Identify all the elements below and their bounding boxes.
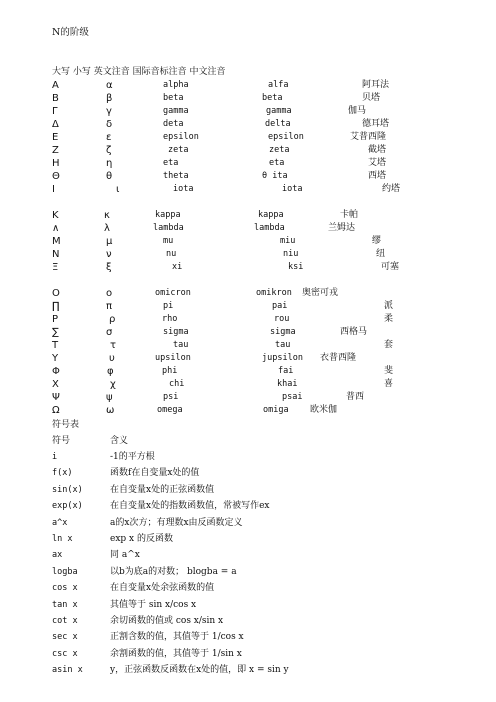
symbol-10: cot x [52,616,78,626]
greek-lowercase-17: σ [106,327,113,338]
symbol-0: i [52,452,58,462]
greek-uppercase-6: Η [52,158,60,169]
greek-ipa-name-5: zeta [269,145,290,155]
greek-chinese-name-8: 约塔 [382,184,401,194]
symbol-3: exp(x) [52,501,83,511]
document-title: N的阶级 [52,27,89,38]
greek-chinese-name-20: 斐 [384,366,394,376]
symbol-6: ax [52,550,63,560]
greek-ipa-name-21: khai [277,379,298,389]
greek-lowercase-20: φ [107,366,114,377]
greek-english-name-11: mu [163,236,174,246]
greek-uppercase-10: ∧ [52,223,60,234]
greek-english-name-18: tau [173,340,189,350]
greek-ipa-name-22: psai [282,392,303,402]
greek-lowercase-23: ω [106,405,115,416]
symbol-meaning-4: a的x次方；有理数x由反函数定义 [110,518,243,528]
symbol-meaning-13: y，正弦函数反函数在x处的值，即 x = sin y [110,665,289,675]
greek-uppercase-2: Γ [52,106,58,117]
greek-ipa-name-9: kappa [258,210,284,220]
greek-ipa-name-19: jupsilon [262,353,303,363]
greek-uppercase-17: ∑ [52,327,59,338]
symbol-meaning-8: 在自变量x处余弦函数的值 [110,583,215,593]
greek-uppercase-14: Ο [52,288,60,299]
greek-uppercase-7: Θ [52,171,60,182]
greek-chinese-name-12: 纽 [376,249,386,259]
greek-lowercase-3: δ [106,119,113,130]
greek-ipa-name-14: omikron [256,288,292,298]
greek-uppercase-12: Ν [52,249,60,260]
greek-ipa-name-13: ksi [288,262,304,272]
greek-chinese-name-1: 贝塔 [362,93,381,103]
symbol-header-symbol: 符号 [52,436,71,446]
symbol-meaning-3: 在自变量x处的指数函数值，常被写作ex [110,501,270,511]
symbol-meaning-11: 正割含数的值，其值等于 1/cos x [110,632,244,642]
greek-uppercase-9: Κ [52,210,59,221]
greek-lowercase-5: ζ [106,145,112,156]
symbol-2: sin(x) [52,485,83,495]
greek-chinese-name-13: 可塞 [381,262,400,272]
symbol-meaning-9: 其值等于 sin x/cos x [110,600,197,610]
greek-uppercase-8: Ι [52,184,55,195]
greek-uppercase-20: Φ [52,366,60,377]
greek-english-name-19: upsilon [155,353,191,363]
greek-lowercase-19: υ [109,353,115,364]
greek-english-name-4: epsilon [163,132,199,142]
greek-english-name-1: beta [163,93,184,103]
symbol-header-meaning: 含义 [110,436,129,446]
symbol-9: tan x [52,600,78,610]
greek-ipa-name-23: omiga [263,405,289,415]
greek-english-name-14: omicron [155,288,191,298]
greek-ipa-name-18: tau [275,340,291,350]
greek-lowercase-0: α [106,80,113,91]
symbol-12: csc x [52,649,78,659]
greek-english-name-17: sigma [163,327,189,337]
greek-lowercase-11: μ [106,236,113,247]
greek-english-name-5: zeta [168,145,189,155]
greek-lowercase-1: β [106,93,113,104]
greek-uppercase-4: Ε [52,132,59,143]
greek-uppercase-3: Δ [52,119,59,130]
greek-english-name-21: chi [169,379,185,389]
greek-english-name-9: kappa [155,210,181,220]
symbol-5: ln x [52,534,73,544]
greek-ipa-name-4: epsilon [268,132,304,142]
greek-uppercase-18: Τ [52,340,59,351]
greek-lowercase-7: θ [106,171,113,182]
greek-lowercase-2: γ [106,106,112,117]
greek-chinese-name-14: 奥密可戎 [302,288,339,298]
greek-ipa-name-0: alfa [268,80,289,90]
greek-chinese-name-15: 派 [384,301,394,311]
greek-lowercase-6: η [106,158,113,169]
greek-ipa-name-2: gamma [266,106,292,116]
greek-chinese-name-16: 柔 [384,314,394,324]
symbol-4: a^x [52,518,68,528]
greek-english-name-7: theta [163,171,189,181]
greek-chinese-name-3: 德耳塔 [362,119,390,129]
greek-english-name-16: rho [162,314,178,324]
greek-ipa-name-11: miu [280,236,296,246]
greek-uppercase-23: Ω [52,405,60,416]
greek-chinese-name-4: 艾普西隆 [350,132,387,142]
greek-lowercase-14: ο [106,288,113,299]
greek-english-name-15: pi [163,301,174,311]
greek-lowercase-12: ν [106,249,112,260]
symbol-8: cos x [52,583,78,593]
greek-lowercase-18: τ [110,340,117,351]
greek-chinese-name-9: 卡帕 [340,210,359,220]
greek-lowercase-21: χ [110,379,116,390]
greek-english-name-2: gamma [163,106,189,116]
greek-lowercase-16: ρ [109,314,116,325]
symbol-meaning-1: 函数f在自变量x处的值 [110,468,200,478]
symbol-meaning-10: 余切函数的值或 cos x/sin x [110,616,224,626]
greek-uppercase-19: Υ [52,353,59,364]
greek-uppercase-15: ∏ [52,301,60,312]
greek-table-header: 大写 小写 英文注音 国际音标注音 中文注音 [52,67,226,77]
greek-ipa-name-15: pai [272,301,288,311]
greek-ipa-name-17: sigma [270,327,296,337]
greek-lowercase-8: ι [116,184,120,195]
greek-ipa-name-8: iota [282,184,303,194]
greek-chinese-name-19: 衣普西隆 [320,353,357,363]
greek-uppercase-5: Ζ [52,145,59,156]
greek-uppercase-0: Α [52,80,59,91]
symbol-meaning-7: 以b为底a的对数； blogba = a [110,567,237,577]
symbol-1: f(x) [52,468,73,478]
greek-chinese-name-10: 兰姆达 [328,223,356,233]
greek-ipa-name-16: rou [274,314,290,324]
greek-english-name-12: nu [166,249,177,259]
symbol-meaning-5: exp x 的反函数 [110,534,173,544]
greek-chinese-name-7: 西塔 [368,171,387,181]
symbol-11: sec x [52,632,78,642]
greek-lowercase-15: π [106,301,113,312]
greek-english-name-3: deta [163,119,184,129]
greek-english-name-22: psi [163,392,179,402]
symbol-meaning-12: 余割函数的值，其值等于 1/sin x [110,649,242,659]
greek-uppercase-16: Ρ [52,314,59,325]
symbol-13: asin x [52,665,83,675]
greek-english-name-23: omega [157,405,183,415]
symbol-meaning-6: 同 a^x [110,550,140,560]
symbol-7: logba [52,567,78,577]
greek-lowercase-9: κ [104,210,110,221]
greek-english-name-13: xi [172,262,183,272]
greek-english-name-8: iota [173,184,194,194]
greek-english-name-10: lambda [153,223,184,233]
greek-english-name-6: eta [163,158,179,168]
greek-ipa-name-10: lambda [254,223,285,233]
greek-chinese-name-22: 普西 [346,392,365,402]
symbol-meaning-2: 在自变量x处的正弦函数值 [110,485,215,495]
greek-chinese-name-0: 阿耳法 [362,80,390,90]
greek-lowercase-4: ε [106,132,112,143]
greek-uppercase-22: Ψ [52,392,60,403]
greek-uppercase-13: Ξ [52,262,59,273]
greek-chinese-name-23: 欧米伽 [310,405,338,415]
greek-ipa-name-20: fai [278,366,294,376]
greek-english-name-0: alpha [163,80,189,90]
greek-ipa-name-12: niu [283,249,299,259]
greek-ipa-name-6: eta [269,158,285,168]
greek-chinese-name-18: 套 [384,340,394,350]
greek-lowercase-13: ξ [106,262,112,273]
greek-english-name-20: phi [162,366,178,376]
greek-chinese-name-6: 艾塔 [368,158,387,168]
symbol-meaning-0: -1的平方根 [110,452,155,462]
greek-lowercase-10: λ [104,223,110,234]
greek-uppercase-11: Μ [52,236,61,247]
symbol-table-title: 符号表 [52,420,80,430]
greek-chinese-name-2: 伽马 [348,106,367,116]
greek-uppercase-1: Β [52,93,59,104]
greek-chinese-name-11: 缪 [372,236,382,246]
greek-lowercase-22: ψ [106,392,113,403]
greek-ipa-name-7: θ ita [262,171,288,181]
greek-chinese-name-21: 喜 [384,379,394,389]
greek-ipa-name-3: delta [265,119,291,129]
greek-chinese-name-5: 截塔 [368,145,387,155]
greek-chinese-name-17: 西格马 [340,327,368,337]
greek-uppercase-21: Χ [52,379,59,390]
greek-ipa-name-1: beta [262,93,283,103]
